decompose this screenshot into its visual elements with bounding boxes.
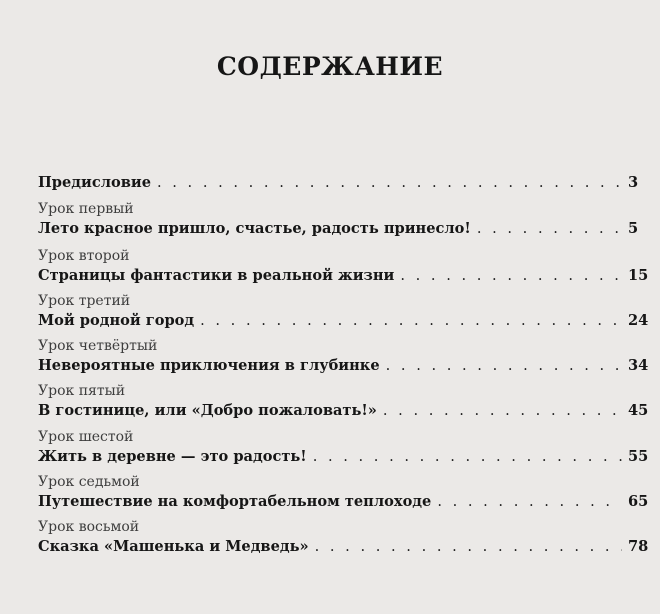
lesson-label: Урок четвёртый (38, 338, 158, 354)
dot-leader (437, 491, 622, 513)
lesson-label: Урок первый (38, 201, 134, 217)
entry-title: В гостинице, или «Добро пожаловать!» (38, 402, 377, 419)
lesson-label: Урок второй (38, 248, 130, 264)
toc-row[interactable] (38, 491, 649, 513)
toc-entry-lesson-2 (38, 247, 649, 287)
page-number: 45 (628, 402, 649, 419)
toc-row[interactable] (38, 310, 649, 332)
toc-entry-lesson-7 (38, 473, 649, 513)
entry-title: Мой родной город (38, 312, 195, 329)
dot-leader (477, 218, 622, 240)
toc-row[interactable] (38, 355, 649, 377)
toc-row[interactable] (38, 218, 638, 240)
page-number: 24 (628, 312, 649, 329)
page-number: 78 (628, 538, 649, 555)
toc-entry-lesson-3 (38, 292, 649, 332)
entry-title: Лето красное пришло, счастье, радость принесло! (38, 220, 471, 237)
entry-title: Предисловие (38, 174, 151, 191)
dot-leader (157, 172, 622, 194)
dot-leader (313, 446, 622, 468)
lesson-label: Урок третий (38, 293, 131, 309)
page-number: 34 (628, 357, 649, 374)
dot-leader (400, 265, 622, 287)
contents-heading: СОДЕРЖАНИЕ (216, 52, 444, 81)
entry-title: Путешествие на комфортабельном теплоходе (38, 493, 432, 510)
entry-title: Страницы фантастики в реальной жизни (38, 267, 395, 284)
toc-row[interactable] (38, 536, 649, 558)
dot-leader (315, 536, 622, 558)
entry-title: Жить в деревне — это радость! (38, 448, 307, 465)
dot-leader (386, 355, 622, 377)
lesson-label: Урок пятый (38, 383, 126, 399)
toc-entry-lesson-5 (38, 382, 649, 422)
lesson-label: Урок шестой (38, 429, 134, 445)
toc-entry-lesson-4 (38, 337, 649, 377)
toc-row[interactable] (38, 446, 649, 468)
toc-entry-lesson-8 (38, 518, 649, 558)
toc-row[interactable] (38, 400, 649, 422)
toc-entry-lesson-6 (38, 428, 649, 468)
page-number: 5 (628, 220, 639, 237)
entry-title: Невероятные приключения в глубинке (38, 357, 380, 374)
toc-row[interactable] (38, 172, 638, 194)
page-number: 65 (628, 493, 649, 510)
toc-entry-preface (38, 172, 638, 194)
dot-leader (200, 310, 622, 332)
lesson-label: Урок восьмой (38, 519, 140, 535)
page-number: 55 (628, 448, 649, 465)
dot-leader (383, 400, 622, 422)
entry-title: Сказка «Машенька и Медведь» (38, 538, 309, 555)
page-number: 15 (628, 267, 649, 284)
toc-row[interactable] (38, 265, 649, 287)
page-number: 3 (628, 174, 639, 191)
toc-entry-lesson-1 (38, 200, 638, 240)
lesson-label: Урок седьмой (38, 474, 140, 490)
